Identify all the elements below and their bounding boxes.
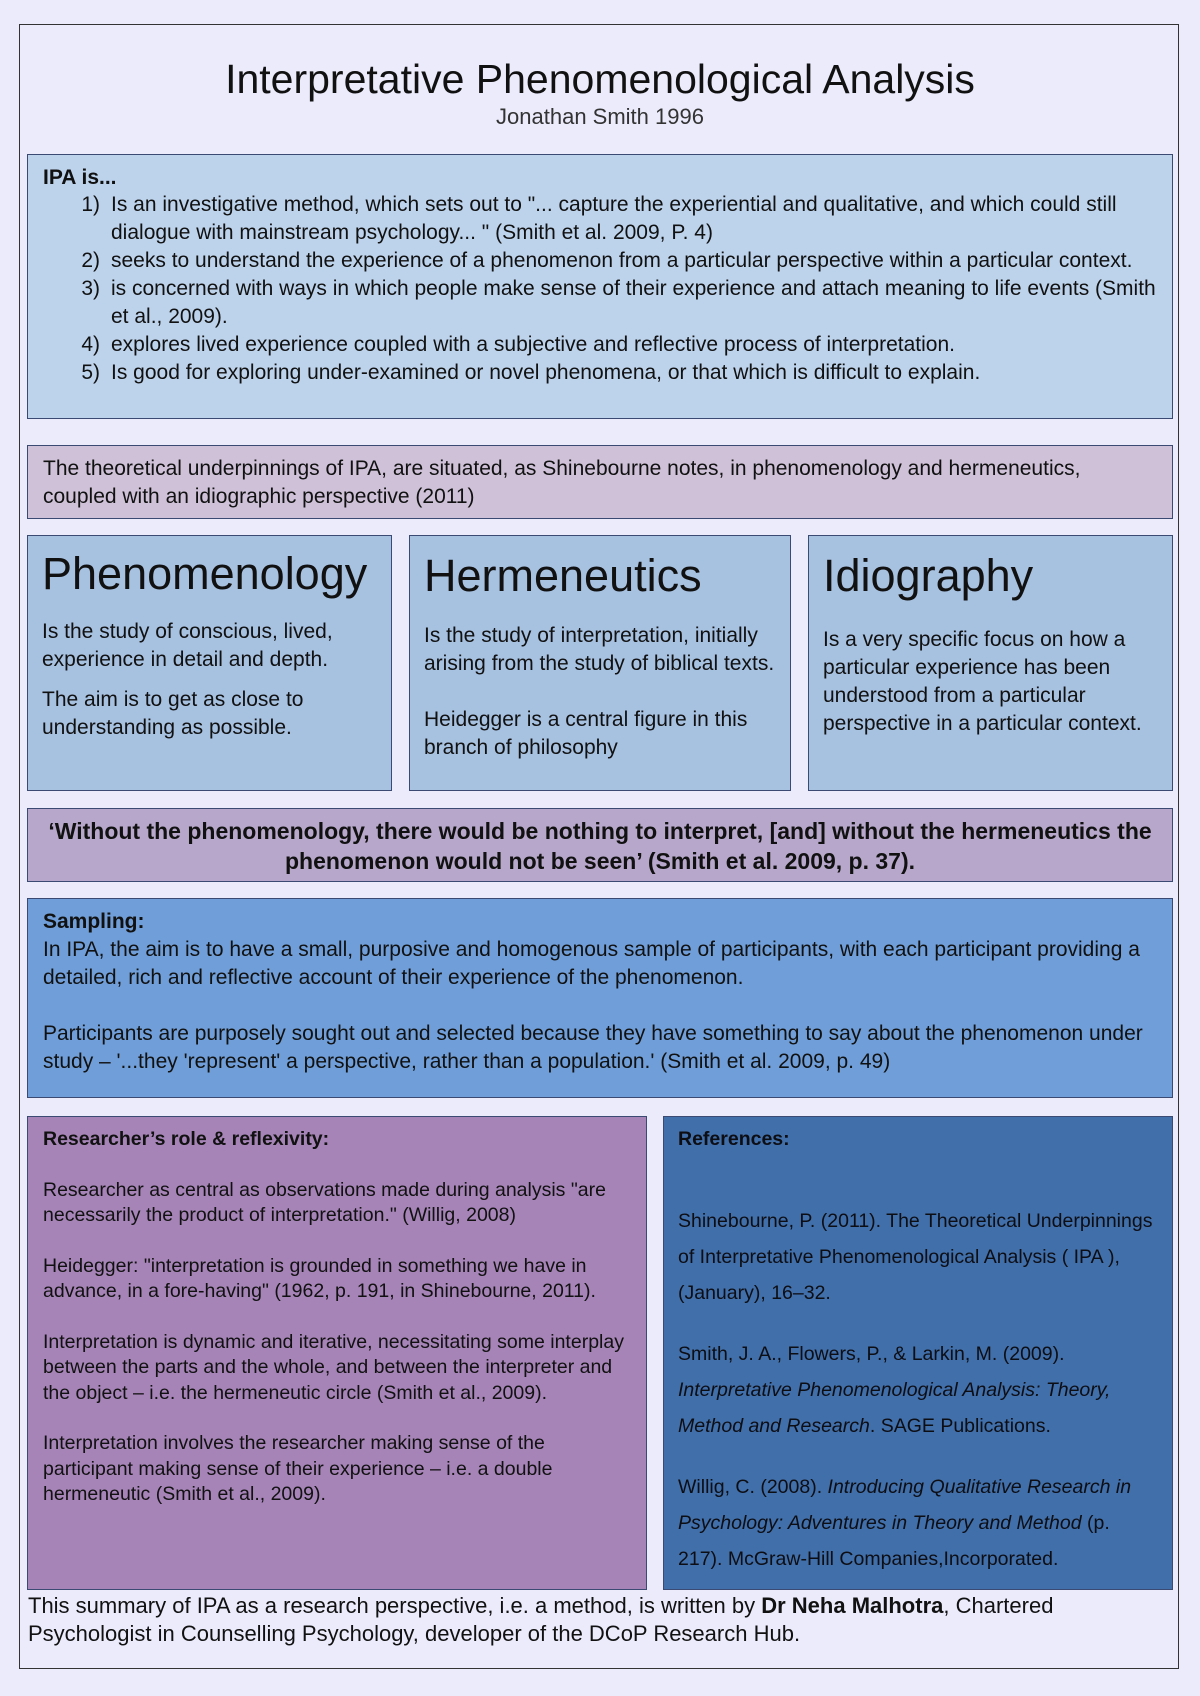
- sampling-text-1: In IPA, the aim is to have a small, purposive and homogenous sample of participants, with each participant providing a detailed, rich and reflective account of their experience of the phenomenon.: [43, 938, 1140, 989]
- hermeneutics-text: Is the study of interpretation, initially arising from the study of biblical texts.: [424, 624, 775, 675]
- researcher-role-heading: Researcher’s role & reflexivity:: [43, 1128, 330, 1150]
- ipa-definition-box: [27, 154, 1173, 419]
- references-heading: References:: [678, 1128, 790, 1150]
- sampling-box: [27, 898, 1173, 1098]
- researcher-role-box: [27, 1116, 647, 1590]
- list-item: 5) Is good for exploring under-examined or novel phenomena, or that which is difficult to explain.: [81, 361, 981, 384]
- phenomenology-aim: The aim is to get as close to understanding as possible.: [42, 688, 304, 739]
- idiography-heading: Idiography: [823, 550, 1034, 601]
- phenomenology-box: [27, 535, 392, 791]
- phenomenology-heading: Phenomenology: [42, 548, 368, 599]
- role-paragraph: Interpretation involves the researcher making sense of the participant making sense of their experience – i.e. a double hermeneutic (Smith et al., 2009).: [43, 1432, 553, 1505]
- phenomenology-text: Is the study of conscious, lived, experience in detail and depth.: [42, 620, 333, 671]
- reference-item: Willig, C. (2008). Introducing Qualitative Research in Psychology: Adventures in Theory and Method (p. 217). McGraw-Hill Companies,Incorporated.: [678, 1476, 1132, 1570]
- references-box: [663, 1116, 1173, 1590]
- page-title: Interpretative Phenomenological Analysis: [225, 56, 975, 102]
- footer-credit: This summary of IPA as a research perspective, i.e. a method, is written by Dr Neha Malhotra, Chartered Psychologist in Counselling Psychology, developer of the DCoP Research Hub.: [28, 1593, 1054, 1646]
- reference-item: Smith, J. A., Flowers, P., & Larkin, M. (2009). Interpretative Phenomenological Analysis: Theory, Method and Research. SAGE Publications.: [678, 1343, 1111, 1437]
- hermeneutics-heading: Hermeneutics: [424, 550, 702, 601]
- reference-item: Shinebourne, P. (2011). The Theoretical Underpinnings of Interpretative Phenomenological Analysis ( IPA ), (January), 16–32.: [678, 1210, 1153, 1304]
- list-item: 2) seeks to understand the experience of a phenomenon from a particular perspective within a particular context.: [81, 249, 1133, 272]
- author-name: Dr Neha Malhotra: [761, 1593, 944, 1618]
- list-item: 4) explores lived experience coupled with a subjective and reflective process of interpretation.: [81, 333, 955, 356]
- underpinnings-box: The theoretical underpinnings of IPA, are situated, as Shinebourne notes, in phenomenology and hermeneutics, coupled with an idiographic perspective (2011): [27, 445, 1173, 519]
- list-item: 3) is concerned with ways in which people make sense of their experience and attach meaning to life events (Smith et al., 2009).: [81, 277, 1156, 328]
- ipa-list: [43, 191, 1157, 387]
- role-paragraph: Heidegger: "interpretation is grounded in something we have in advance, in a fore-having" (1962, p. 191, in Shinebourne, 2011).: [43, 1254, 596, 1302]
- ipa-heading: IPA is...: [43, 166, 117, 189]
- role-paragraph: Researcher as central as observations made during analysis "are necessarily the product of interpretation." (Willig, 2008): [43, 1178, 606, 1226]
- sampling-text-2: Participants are purposely sought out and selected because they have something to say about the phenomenon under study – '...they 'represent' a perspective, rather than a population.' (Smith et al. 2009, p. 49): [43, 1022, 1143, 1073]
- idiography-text: Is a very specific focus on how a particular experience has been understood from a particular perspective in a particular context.: [823, 628, 1142, 735]
- hermeneutics-heidegger: Heidegger is a central figure in this branch of philosophy: [424, 708, 748, 759]
- idiography-box: [808, 535, 1173, 791]
- hermeneutics-box: [409, 535, 791, 791]
- quote-box: ‘Without the phenomenology, there would be nothing to interpret, [and] without the hermeneutics the phenomenon would not be seen’ (Smith et al. 2009, p. 37).: [27, 808, 1173, 882]
- role-paragraph: Interpretation is dynamic and iterative, necessitating some interplay between the parts and the whole, and between the interpreter and the object – i.e. the hermeneutic circle (Smith et al., 2009).: [43, 1330, 624, 1404]
- sampling-heading: Sampling:: [43, 910, 145, 933]
- page-subtitle: Jonathan Smith 1996: [496, 104, 704, 129]
- list-item: 1) Is an investigative method, which sets out to "... capture the experiential and qualitative, and which could still dialogue with mainstream psychology... " (Smith et al. 2009, P. 4): [81, 193, 1117, 244]
